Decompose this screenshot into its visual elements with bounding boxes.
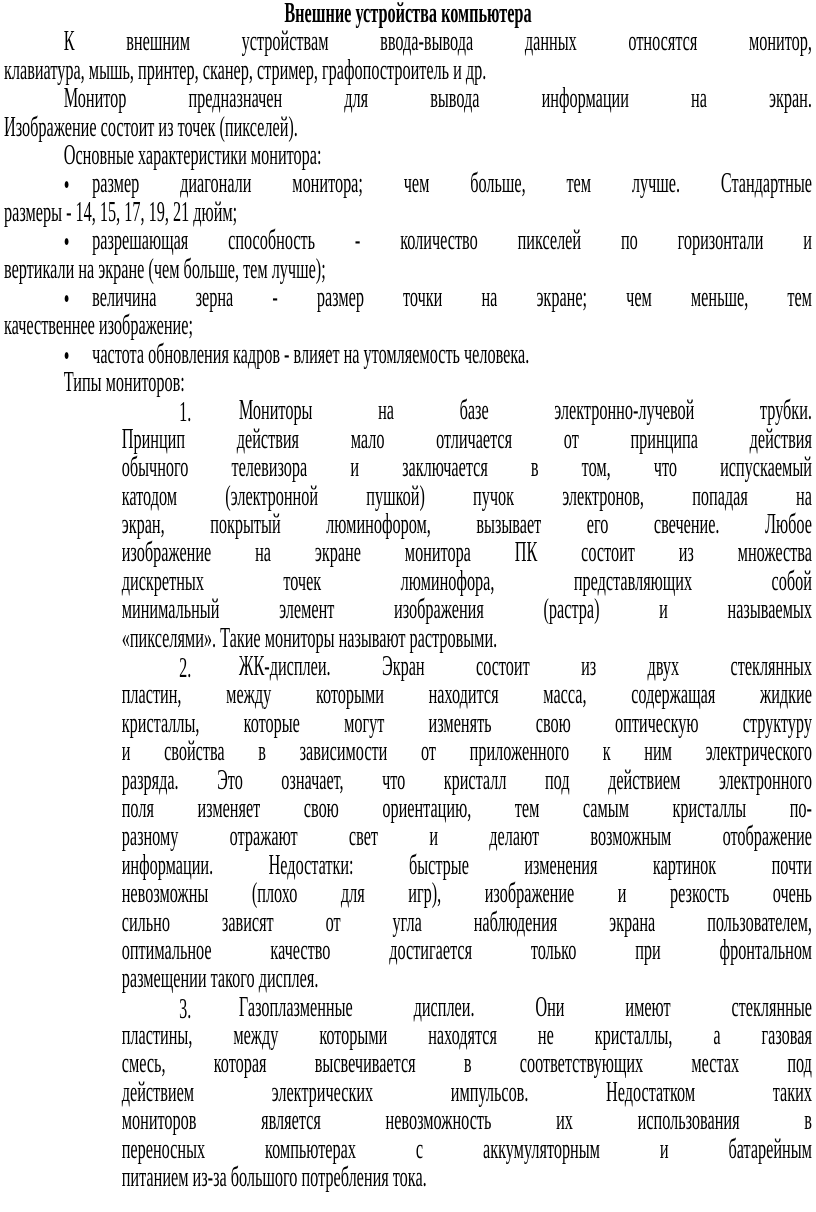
text-line: питанием из-за большого потребления тока.: [121, 1162, 427, 1194]
text-line: обычного телевизора и заключается в том, что испускаемый: [121, 452, 812, 484]
text-line: К внешним устройствам ввода-вывода данных относятся монитор,: [63, 26, 812, 58]
text-line: кристаллы, которые могут изменять свою оптическую структуру: [121, 707, 812, 739]
bullet-item: [4, 281, 812, 342]
bullet-item: [4, 170, 812, 227]
text-line: вертикали на экране (чем больше, тем лучше);: [4, 253, 326, 285]
text-line: пластин, между которыми находится масса, содержащая жидкие: [121, 679, 812, 711]
numbered-item: [4, 650, 812, 995]
numbered-item: [4, 991, 812, 1194]
text-line: клавиатура, мышь, принтер, сканер, стример, графопостроитель и др.: [4, 54, 487, 86]
paragraph: [4, 369, 812, 397]
text-line: размер диагонали монитора; чем больше, тем лучше. Стандартные: [92, 168, 812, 200]
text-line: экран, покрытый люминофором, вызывает его свечение. Любое: [121, 509, 812, 541]
text-line: частота обновления кадров - влияет на утомляемость человека.: [92, 338, 530, 370]
text-line: «пикселями». Такие мониторы называют растровыми.: [121, 622, 498, 654]
text-line: размещении такого дисплея.: [121, 963, 319, 995]
text-line: разному отражают свет и делают возможным отображение: [121, 821, 812, 853]
text-line: мониторов является невозможность их использования в: [121, 1105, 812, 1137]
text-line: ЖК-дисплеи. Экран состоит из двух стеклянных: [238, 650, 812, 682]
text-line: смесь, которая высвечивается в соответствующих местах под: [121, 1048, 812, 1080]
document: [4, 0, 812, 1192]
text-line: дискретных точек люминофора, представляющих собой: [121, 565, 812, 597]
text-line: Типы мониторов:: [63, 367, 185, 399]
text-line: переносных компьютерах с аккумуляторным и батарейным: [121, 1133, 812, 1165]
text-line: разрешающая способность - количество пикселей по горизонтали и: [92, 225, 812, 257]
list-number: 2.: [179, 652, 192, 684]
text-line: невозможны (плохо для игр), изображение и резкость очень: [121, 878, 812, 910]
text-line: Изображение состоит из точек (пикселей).: [4, 111, 298, 143]
text-line: действием электрических импульсов. Недостатком таких: [121, 1076, 812, 1108]
text-line: величина зерна - размер точки на экране; чем меньше, тем: [92, 281, 812, 313]
bullet-item: [4, 338, 812, 372]
text-line: оптимальное качество достигается только при фронтальном: [121, 934, 812, 966]
text-line: информации. Недостатки: быстрые изменения картинок почти: [121, 849, 812, 881]
bullet-item: [4, 227, 812, 284]
paragraph: [4, 85, 812, 142]
paragraph: [4, 139, 812, 171]
list-number: 3.: [179, 993, 192, 1025]
list-number: 1.: [179, 397, 192, 429]
text-line: поля изменяет свою ориентацию, тем самым кристаллы по-: [121, 792, 812, 824]
text-line: Основные характеристики монитора:: [63, 139, 322, 171]
text-line: минимальный элемент изображения (растра) и называемых: [121, 594, 812, 626]
text-line: катодом (электронной пушкой) пучок электронов, попадая на: [121, 480, 812, 512]
text-line: качественнее изображение;: [4, 310, 193, 342]
text-line: Мониторы на базе электронно-лучевой трубки.: [238, 395, 812, 427]
document-title: Внешние устройства компьютера: [284, 0, 532, 29]
text-line: размеры - 14, 15, 17, 19, 21 дюйм;: [4, 196, 238, 228]
text-line: изображение на экране монитора ПК состоит из множества: [121, 537, 812, 569]
bullet-icon: •: [63, 283, 70, 315]
text-line: Монитор предназначен для вывода информации на экран.: [63, 83, 812, 115]
paragraph: [4, 28, 812, 85]
text-line: пластины, между которыми находятся не кристаллы, а газовая: [121, 1020, 812, 1052]
text-line: Принцип действия мало отличается от принципа действия: [121, 423, 812, 455]
document-body: [4, 28, 812, 1192]
bullet-icon: •: [63, 227, 70, 259]
text-line: Газоплазменные дисплеи. Они имеют стеклянные: [238, 991, 812, 1023]
bullet-icon: •: [63, 170, 70, 202]
bullet-icon: •: [63, 340, 70, 372]
text-line: разряда. Это означает, что кристалл под действием электронного: [121, 764, 812, 796]
text-line: и свойства в зависимости от приложенного к ним электрического: [121, 736, 812, 768]
text-line: сильно зависят от угла наблюдения экрана пользователем,: [121, 906, 812, 938]
numbered-item: [4, 397, 812, 653]
